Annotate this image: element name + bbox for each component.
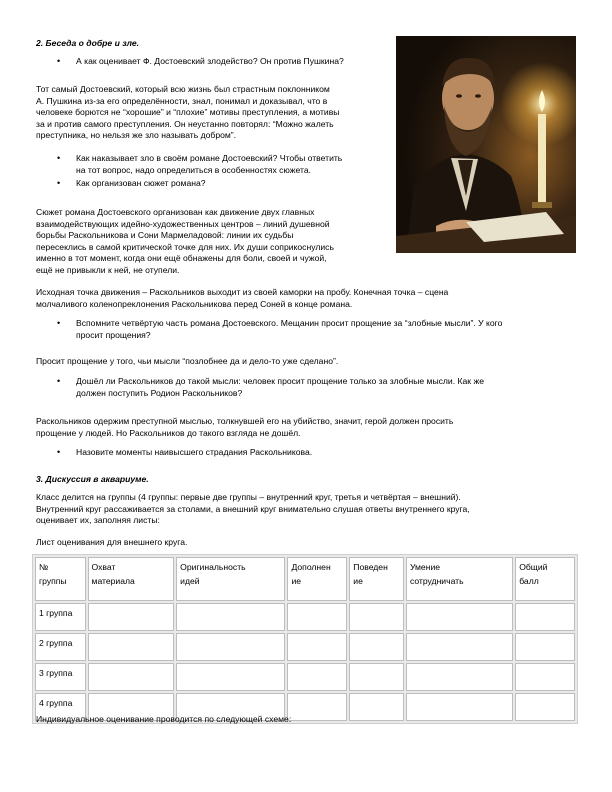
list-item: • А как оценивает Ф. Достоевский злодейство? Он против Пушкина? — [57, 56, 344, 66]
paragraph-starting-point: Исходная точка движения – Раскольников выходит из своей каморки на пробу. Конечная точка – сцена молчаливого коленопреклонения Раскольникова перед Соней в конце романа. — [36, 287, 449, 309]
header-cell: Дополнен ие — [287, 557, 347, 601]
score-cell[interactable] — [349, 663, 404, 691]
score-cell[interactable] — [287, 663, 347, 691]
footer-note: Индивидуальное оценивание проводится по следующей схеме: — [36, 714, 292, 724]
header-cell: Общий балл — [515, 557, 575, 601]
score-cell[interactable] — [515, 603, 575, 631]
header-cell: Поведен ие — [349, 557, 404, 601]
bullet-icon: • — [57, 177, 61, 188]
header-cell: Оригинальность идей — [176, 557, 285, 601]
score-cell[interactable] — [176, 633, 285, 661]
score-cell[interactable] — [88, 663, 175, 691]
header-cell: Охват материала — [88, 557, 175, 601]
group-label-cell: 3 группа — [35, 663, 86, 691]
bullet-icon: • — [57, 56, 61, 66]
question-list-3 — [36, 318, 502, 343]
group-label-cell: 1 группа — [35, 603, 86, 631]
bullet-icon: • — [57, 318, 61, 328]
question-list-2 — [36, 153, 342, 191]
header-cell: № группы — [35, 557, 86, 601]
paragraph-obsession: Раскольников одержим преступной мыслью, толкнувшей его на убийство, значит, герой должен просить прощение у людей. Но Раскольников до такого взгляда не дошёл. — [36, 416, 454, 438]
group-label-cell: 2 группа — [35, 633, 86, 661]
score-cell[interactable] — [349, 633, 404, 661]
list-item: • Как наказывает зло в своём романе Достоевский? Чтобы ответить на тот вопрос, надо определиться в особенностях сюжета. — [57, 153, 343, 175]
paragraph-plot: Сюжет романа Достоевского организован как движение двух главных взаимодействующих идейно-художественных центров – линий душевной борьбы Раскольникова и Сони Мармеладовой: линии их судьбы пересеклись в самой критической точке для них. Их души соприкоснулись именно в тот момент, когда они ещё обнажены для боли, своей и чужой, ещё не привыкли к ней, не отупели. — [36, 207, 334, 275]
score-cell[interactable] — [406, 603, 513, 631]
header-cell: Умение сотрудничать — [406, 557, 513, 601]
score-cell[interactable] — [349, 693, 404, 721]
bullet-icon: • — [57, 376, 61, 386]
section-3-heading: 3. Дискуссия в аквариуме. — [36, 474, 149, 484]
table-row — [35, 633, 575, 661]
dostoevsky-portrait-image — [396, 36, 576, 253]
score-cell[interactable] — [88, 603, 175, 631]
score-cell[interactable] — [349, 603, 404, 631]
bullet-icon: • — [57, 153, 61, 163]
question-list-4 — [36, 376, 484, 401]
list-item: • Дошёл ли Раскольников до такой мысли: человек просит прощение только за злобные мысли. Как же должен поступить Родион Раскольников? — [57, 376, 484, 398]
score-cell[interactable] — [515, 633, 575, 661]
table-row — [35, 663, 575, 691]
score-cell[interactable] — [515, 693, 575, 721]
paragraph-aquarium: Класс делится на группы (4 группы: первые две группы – внутренний круг, третья и четвёртая – внешний). Внутренний круг рассаживается за столами, а внешний круг внимательно слушая ответы внутреннего круга, оценивает их, заполняя листы: — [36, 492, 470, 526]
question-list-1 — [36, 56, 344, 69]
group-label-cell: 4 группа — [35, 693, 86, 721]
table-header-row — [35, 557, 575, 601]
question-list-5 — [36, 447, 312, 460]
score-cell[interactable] — [406, 663, 513, 691]
score-cell[interactable] — [287, 603, 347, 631]
score-cell[interactable] — [406, 693, 513, 721]
paragraph-forgiveness: Просит прощение у того, чьи мысли “позлобнее да и дело-то уже сделано”. — [36, 356, 339, 366]
score-cell[interactable] — [88, 633, 175, 661]
score-cell[interactable] — [287, 693, 347, 721]
list-item: • Назовите моменты наивысшего страдания Раскольникова. — [57, 447, 313, 457]
score-cell[interactable] — [406, 633, 513, 661]
score-cell[interactable] — [176, 663, 285, 691]
section-2-heading: 2. Беседа о добре и зле. — [36, 38, 140, 48]
evaluation-table — [32, 554, 578, 724]
paragraph-dostoevsky-pushkin: Тот самый Достоевский, который всю жизнь был страстным поклонником А. Пушкина из-за его определённости, знал, понимал и доказывал, что в человеке борются не “хорошие” и “плохие” мотивы преступления, а мотивы за и против самого преступления. Он неустанно повторял: “Можно жалеть преступника, но нельзя же зло называть добром”. — [36, 84, 340, 141]
list-item: • Вспомните четвёртую часть романа Достоевского. Мещанин просит прощение за “злобные мысли”. У кого просит прощения? — [57, 318, 503, 340]
score-cell[interactable] — [176, 603, 285, 631]
score-cell[interactable] — [515, 663, 575, 691]
table-row — [35, 603, 575, 631]
list-item: • Как организован сюжет романа? — [57, 177, 206, 188]
evaluation-sheet-title: Лист оценивания для внешнего круга. — [36, 537, 188, 547]
score-cell[interactable] — [287, 633, 347, 661]
bullet-icon: • — [57, 447, 61, 457]
